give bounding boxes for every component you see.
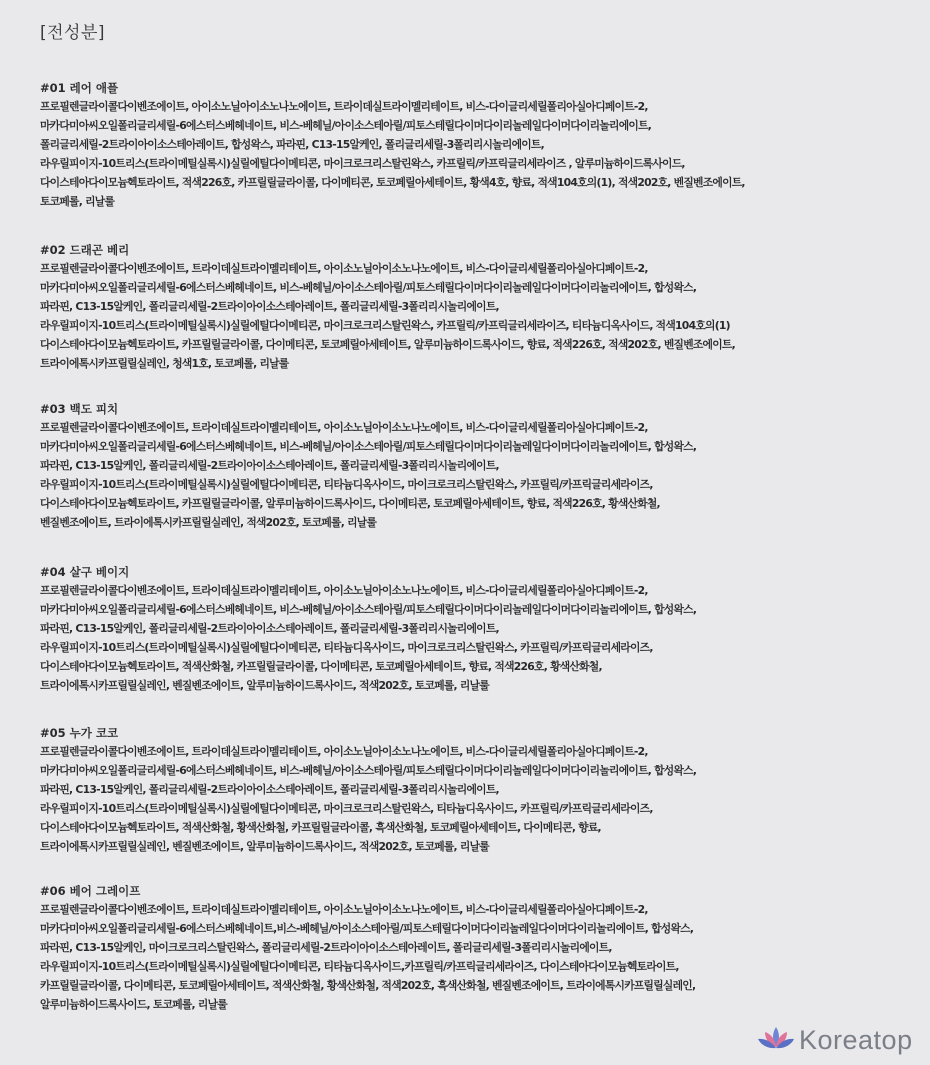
section-title: [전성분]: [40, 23, 106, 43]
product-block: [40, 241, 920, 373]
ingredient-line: 파라핀, C13-15알케인, 폴리글리세릴-2트라이아이소스테아레이트, 폴리글리세릴-3폴리리시놀리에이트,: [40, 299, 499, 313]
ingredient-line: 마카다미아씨오일폴리글리세릴-6에스터스베헤네이트, 비스-베헤닐/아이소스테아릴/피토스테릴다이머다이리놀레일다이머다이리놀리에이트, 합성왁스,: [40, 763, 697, 777]
ingredient-line: 프로필렌글라이콜다이벤조에이트, 트라이데실트라이멜리테이트, 아이소노닐아이소노나노에이트, 비스-다이글리세릴폴리아실아디페이트-2,: [40, 745, 648, 758]
ingredient-line: 파라핀, C13-15알케인, 마이크로크리스탈린왁스, 폴리글리세릴-2트라이아이소스테아레이트, 폴리글리세릴-3폴리리시놀리에이트,: [40, 940, 612, 954]
product-block: [40, 79, 920, 211]
ingredient-line: 파라핀, C13-15알케인, 폴리글리세릴-2트라이아이소스테아레이트, 폴리글리세릴-3폴리리시놀리에이트,: [40, 458, 499, 472]
product-name: #06 베어 그레이프: [40, 884, 141, 898]
ingredient-line: 트라이에톡시카프릴릴실레인, 청색1호, 토코페롤, 리날룰: [40, 356, 289, 370]
lotus-icon: [757, 1025, 795, 1055]
ingredient-line: 다이스테아다이모늄헥토라이트, 카프릴릴글라이콜, 알루미늄하이드록사이드, 다이메티콘, 토코페릴아세테이트, 향료, 적색226호, 황색산화철,: [40, 496, 660, 510]
ingredient-line: 파라핀, C13-15알케인, 폴리글리세릴-2트라이아이소스테아레이트, 폴리글리세릴-3폴리리시놀리에이트,: [40, 782, 499, 796]
ingredient-line: 폴리글리세릴-2트라이아이소스테아레이트, 합성왁스, 파라핀, C13-15알케인, 폴리글리세릴-3폴리리시놀리에이트,: [40, 137, 544, 151]
product-name: #05 누가 코코: [40, 726, 119, 740]
ingredient-line: 프로필렌글라이콜다이벤조에이트, 트라이데실트라이멜리테이트, 아이소노닐아이소노나노에이트, 비스-다이글리세릴폴리아실아디페이트-2,: [40, 262, 648, 275]
ingredient-line: 다이스테아다이모늄헥토라이트, 적색산화철, 카프릴릴글라이콜, 다이메티콘, 토코페릴아세테이트, 향료, 적색226호, 황색산화철,: [40, 659, 602, 673]
ingredient-line: 벤질벤조에이트, 트라이에톡시카프릴릴실레인, 적색202호, 토코페롤, 리날룰: [40, 515, 377, 529]
ingredient-line: 마카다미아씨오일폴리글리세릴-6에스터스베헤네이트, 비스-베헤닐/아이소스테아릴/피토스테릴다이머다이리놀레일다이머다이리놀리에이트, 합성왁스,: [40, 602, 697, 616]
ingredient-line: 라우릴피이지-10트리스(트라이메틸실록시)실릴에틸다이메티콘, 마이크로크리스탈린왁스, 카프릴릭/카프릭글리세라이즈, 티타늄디옥사이드, 적색104호의(1): [40, 318, 730, 332]
logo-text: Koreatop: [799, 1024, 913, 1055]
ingredient-line: 마카다미아씨오일폴리글리세릴-6에스터스베헤네이트,비스-베헤닐/아이소스테아릴/피토스테릴다이머다이리놀레일다이머다이리놀리에이트, 합성왁스,: [40, 921, 694, 935]
ingredient-line: 알루미늄하이드록사이드, 토코페롤, 리날룰: [40, 997, 227, 1011]
ingredient-line: 마카다미아씨오일폴리글리세릴-6에스터스베헤네이트, 비스-베헤닐/아이소스테아릴/피토스테릴다이머다이리놀레일다이머다이리놀리에이트, 합성왁스,: [40, 280, 697, 294]
ingredient-line: 라우릴피이지-10트리스(트라이메틸실록시)실릴에틸다이메티콘, 티타늄디옥사이드, 마이크로크리스탈린왁스, 카프릴릭/카프릭글리세라이즈,: [40, 640, 653, 654]
ingredient-line: 프로필렌글라이콜다이벤조에이트, 트라이데실트라이멜리테이트, 아이소노닐아이소노나노에이트, 비스-다이글리세릴폴리아실아디페이트-2,: [40, 903, 648, 916]
ingredient-line: 토코페롤, 리날룰: [40, 194, 115, 208]
product-block: [40, 724, 920, 856]
ingredient-line: 다이스테아다이모늄헥토라이트, 카프릴릴글라이콜, 다이메티콘, 토코페릴아세테이트, 알루미늄하이드록사이드, 향료, 적색226호, 적색202호, 벤질벤조에이트,: [40, 337, 735, 351]
ingredient-line: 마카다미아씨오일폴리글리세릴-6에스터스베헤네이트, 비스-베헤닐/아이소스테아릴/피토스테릴다이머다이리놀레일다이머다이리놀리에이트,: [40, 118, 652, 132]
ingredient-line: 라우릴피이지-10트리스(트라이메틸실록시)실릴에틸다이메티콘, 마이크로크리스탈린왁스, 티타늄디옥사이드, 카프릴릭/카프릭글리세라이즈,: [40, 801, 653, 815]
product-name: #03 백도 피치: [40, 402, 119, 416]
ingredient-line: 프로필렌글라이콜다이벤조에이트, 아이소노닐아이소노나노에이트, 트라이데실트라이멜리테이트, 비스-다이글리세릴폴리아실아디페이트-2,: [40, 100, 648, 113]
product-block: [40, 400, 920, 532]
product-name: #02 드래곤 베리: [40, 243, 130, 257]
ingredient-line: 프로필렌글라이콜다이벤조에이트, 트라이데실트라이멜리테이트, 아이소노닐아이소노나노에이트, 비스-다이글리세릴폴리아실아디페이트-2,: [40, 584, 648, 597]
ingredient-line: 파라핀, C13-15알케인, 폴리글리세릴-2트라이아이소스테아레이트, 폴리글리세릴-3폴리리시놀리에이트,: [40, 621, 499, 635]
ingredient-line: 트라이에톡시카프릴릴실레인, 벤질벤조에이트, 알루미늄하이드록사이드, 적색202호, 토코페롤, 리날룰: [40, 678, 489, 692]
ingredient-line: 마카다미아씨오일폴리글리세릴-6에스터스베헤네이트, 비스-베헤닐/아이소스테아릴/피토스테릴다이머다이리놀레일다이머다이리놀리에이트, 합성왁스,: [40, 439, 697, 453]
ingredient-line: 트라이에톡시카프릴릴실레인, 벤질벤조에이트, 알루미늄하이드록사이드, 적색202호, 토코페롤, 리날룰: [40, 839, 489, 853]
ingredient-line: 라우릴피이지-10트리스(트라이메틸실록시)실릴에틸다이메티콘, 티타늄디옥사이드,카프릴릭/카프릭글리세라이즈, 다이스테아다이모늄헥토라이트,: [40, 959, 679, 973]
ingredient-line: 다이스테아다이모늄헥토라이트, 적색226호, 카프릴릴글라이콜, 다이메티콘, 토코페릴아세테이트, 황색4호, 향료, 적색104호의(1), 적색202호, 벤질벤조에이트,: [40, 175, 745, 189]
koreatop-logo: [757, 1022, 913, 1058]
product-block: [40, 882, 920, 1014]
ingredient-line: 라우릴피이지-10트리스(트라이메틸실록시)실릴에틸다이메티콘, 티타늄디옥사이드, 마이크로크리스탈린왁스, 카프릴릭/카프릭글리세라이즈,: [40, 477, 653, 491]
ingredient-line: 카프릴릴글라이콜, 다이메티콘, 토코페릴아세테이트, 적색산화철, 황색산화철, 적색202호, 흑색산화철, 벤질벤조에이트, 트라이에톡시카프릴릴실레인,: [40, 978, 696, 992]
ingredient-line: 프로필렌글라이콜다이벤조에이트, 트라이데실트라이멜리테이트, 아이소노닐아이소노나노에이트, 비스-다이글리세릴폴리아실아디페이트-2,: [40, 421, 648, 434]
product-name: #01 레어 애플: [40, 81, 119, 95]
product-block: [40, 563, 920, 695]
ingredient-line: 다이스테아다이모늄헥토라이트, 적색산화철, 황색산화철, 카프릴릴글라이콜, 흑색산화철, 토코페릴아세테이트, 다이메티콘, 향료,: [40, 820, 601, 834]
ingredient-line: 라우릴피이지-10트리스(트라이메틸실록시)실릴에틸다이메티콘, 마이크로크리스탈린왁스, 카프릴릭/카프릭글리세라이즈 , 알루미늄하이드록사이드,: [40, 156, 685, 170]
product-name: #04 살구 베이지: [40, 565, 130, 579]
